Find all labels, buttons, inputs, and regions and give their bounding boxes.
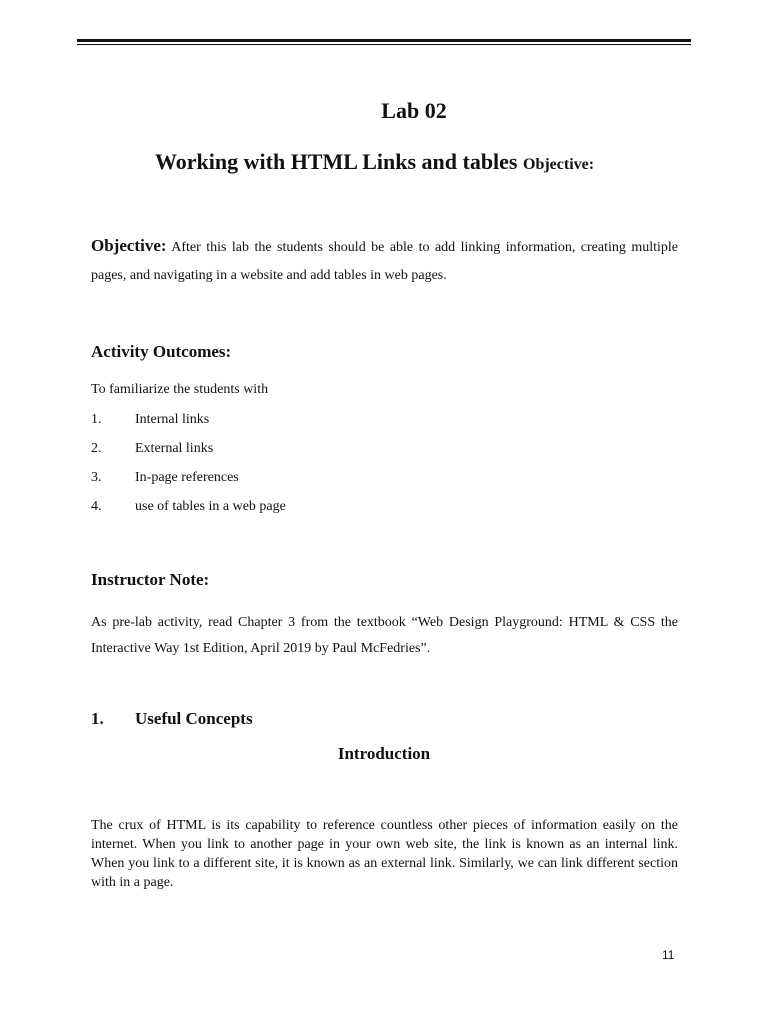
document-title	[155, 149, 594, 175]
list-item-label: External links	[135, 441, 214, 456]
introduction-paragraph: The crux of HTML is its capability to reference countless other pieces of information easily on the internet. When you link to another page in your own web site, the link is known as an internal link. When you link to a different site, it is known as an external link. Similarly, we can link different section with in a page.	[91, 818, 678, 890]
list-item-number: 3.	[91, 470, 102, 485]
list-item-number: 1.	[91, 412, 102, 427]
list-item-label: In-page references	[135, 470, 239, 485]
objective-lead: Objective:	[91, 236, 167, 255]
introduction-heading: Introduction	[337, 744, 431, 763]
lab-title: Lab 02	[381, 98, 447, 123]
section-number: 1.	[91, 709, 104, 728]
header-rule-thin	[77, 44, 691, 45]
list-item-number: 2.	[91, 441, 102, 456]
useful-concepts-heading: Useful Concepts	[135, 709, 253, 728]
list-item	[91, 495, 591, 524]
list-item	[91, 466, 591, 495]
list-item	[91, 437, 591, 466]
instructor-note-heading: Instructor Note:	[91, 570, 210, 589]
document-title-main: Working with HTML Links and tables	[155, 149, 518, 174]
activity-outcomes-heading: Activity Outcomes:	[91, 342, 232, 361]
list-item	[91, 408, 591, 437]
list-item-label: Internal links	[135, 412, 210, 427]
list-item-number: 4.	[91, 499, 102, 514]
list-item-label: use of tables in a web page	[135, 499, 286, 514]
instructor-note-text: As pre-lab activity, read Chapter 3 from the textbook “Web Design Playground: HTML & CSS the Interactive Way 1st Edition, April 2019 by Paul McFedries”.	[91, 615, 678, 656]
header-rule-thick	[77, 39, 691, 42]
objective-paragraph	[91, 232, 678, 290]
activity-intro: To familiarize the students with	[91, 382, 269, 397]
page-number: 11	[662, 948, 675, 962]
objective-text: After this lab the students should be able to add linking information, creating multiple pages, and navigating in a website and add tables in web pages.	[91, 240, 678, 283]
document-title-suffix: Objective:	[523, 156, 595, 173]
outcomes-list	[91, 408, 591, 524]
